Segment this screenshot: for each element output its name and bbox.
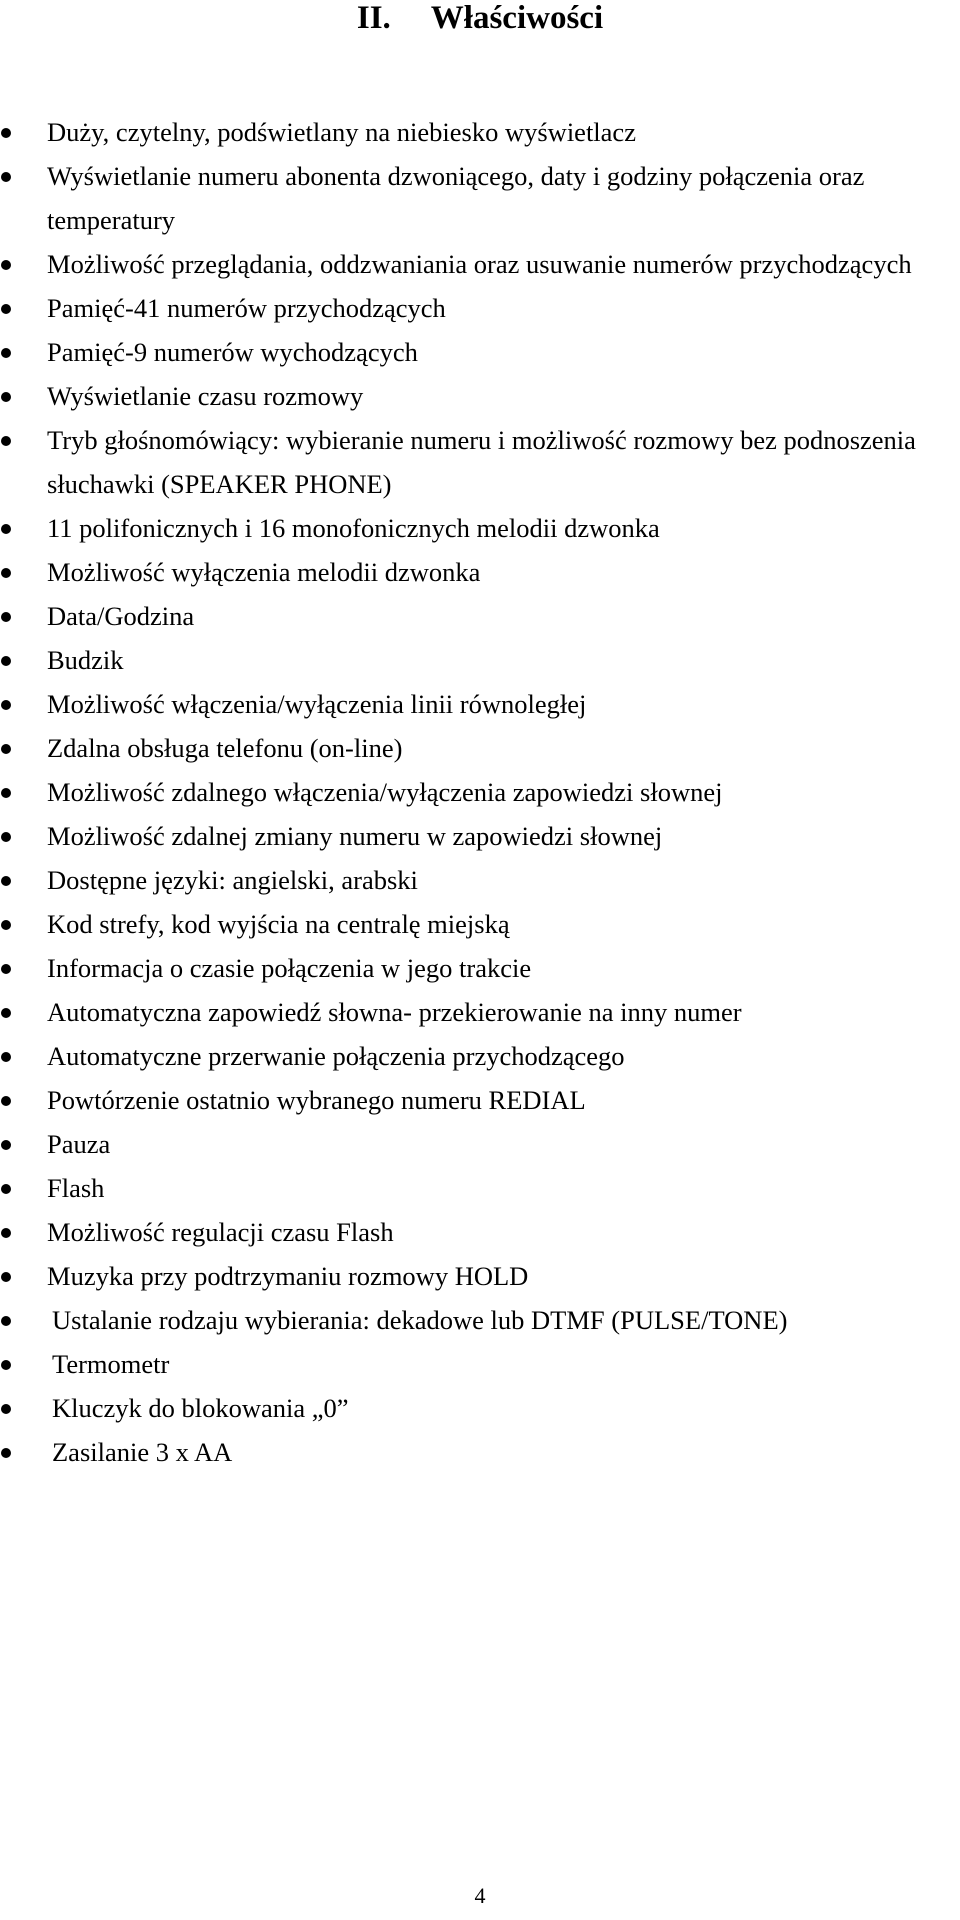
list-item: Dostępne języki: angielski, arabski: [0, 858, 960, 902]
list-item: Data/Godzina: [0, 594, 960, 638]
list-item: Ustalanie rodzaju wybierania: dekadowe lub DTMF (PULSE/TONE): [0, 1298, 960, 1342]
list-item: Informacja o czasie połączenia w jego trakcie: [0, 946, 960, 990]
list-item: Wyświetlanie czasu rozmowy: [0, 374, 960, 418]
list-item: Pamięć-41 numerów przychodzących: [0, 286, 960, 330]
list-item: Termometr: [0, 1342, 960, 1386]
list-item: Kluczyk do blokowania „0”: [0, 1386, 960, 1430]
list-item: Pamięć-9 numerów wychodzących: [0, 330, 960, 374]
list-item: Muzyka przy podtrzymaniu rozmowy HOLD: [0, 1254, 960, 1298]
list-item: Pauza: [0, 1122, 960, 1166]
section-heading: [0, 0, 960, 36]
list-item: Budzik: [0, 638, 960, 682]
section-title: Właściwości: [430, 0, 604, 36]
list-item: Możliwość zdalnej zmiany numeru w zapowiedzi słownej: [0, 814, 960, 858]
list-item: Możliwość przeglądania, oddzwaniania oraz usuwanie numerów przychodzących: [0, 242, 960, 286]
list-item: Zdalna obsługa telefonu (on-line): [0, 726, 960, 770]
list-item: Kod strefy, kod wyjścia na centralę miejską: [0, 902, 960, 946]
list-item: Możliwość włączenia/wyłączenia linii równoległej: [0, 682, 960, 726]
list-item: Wyświetlanie numeru abonenta dzwoniącego, daty i godziny połączenia oraz temperatury: [0, 154, 960, 242]
list-item: Automatyczne przerwanie połączenia przychodzącego: [0, 1034, 960, 1078]
list-item: Zasilanie 3 x AA: [0, 1430, 960, 1474]
section-number: II.: [356, 0, 391, 36]
list-item: Flash: [0, 1166, 960, 1210]
list-item: Możliwość zdalnego włączenia/wyłączenia zapowiedzi słownej: [0, 770, 960, 814]
list-item: Możliwość wyłączenia melodii dzwonka: [0, 550, 960, 594]
list-item: Automatyczna zapowiedź słowna- przekierowanie na inny numer: [0, 990, 960, 1034]
list-item: 11 polifonicznych i 16 monofonicznych melodii dzwonka: [0, 506, 960, 550]
page-number: 4: [474, 1883, 486, 1908]
list-item: Powtórzenie ostatnio wybranego numeru REDIAL: [0, 1078, 960, 1122]
list-item: Duży, czytelny, podświetlany na niebiesko wyświetlacz: [0, 110, 960, 154]
list-item: Tryb głośnomówiący: wybieranie numeru i możliwość rozmowy bez podnoszenia słuchawki (SPEAKER PHONE): [0, 418, 960, 506]
feature-list: [0, 110, 960, 1474]
list-item: Możliwość regulacji czasu Flash: [0, 1210, 960, 1254]
